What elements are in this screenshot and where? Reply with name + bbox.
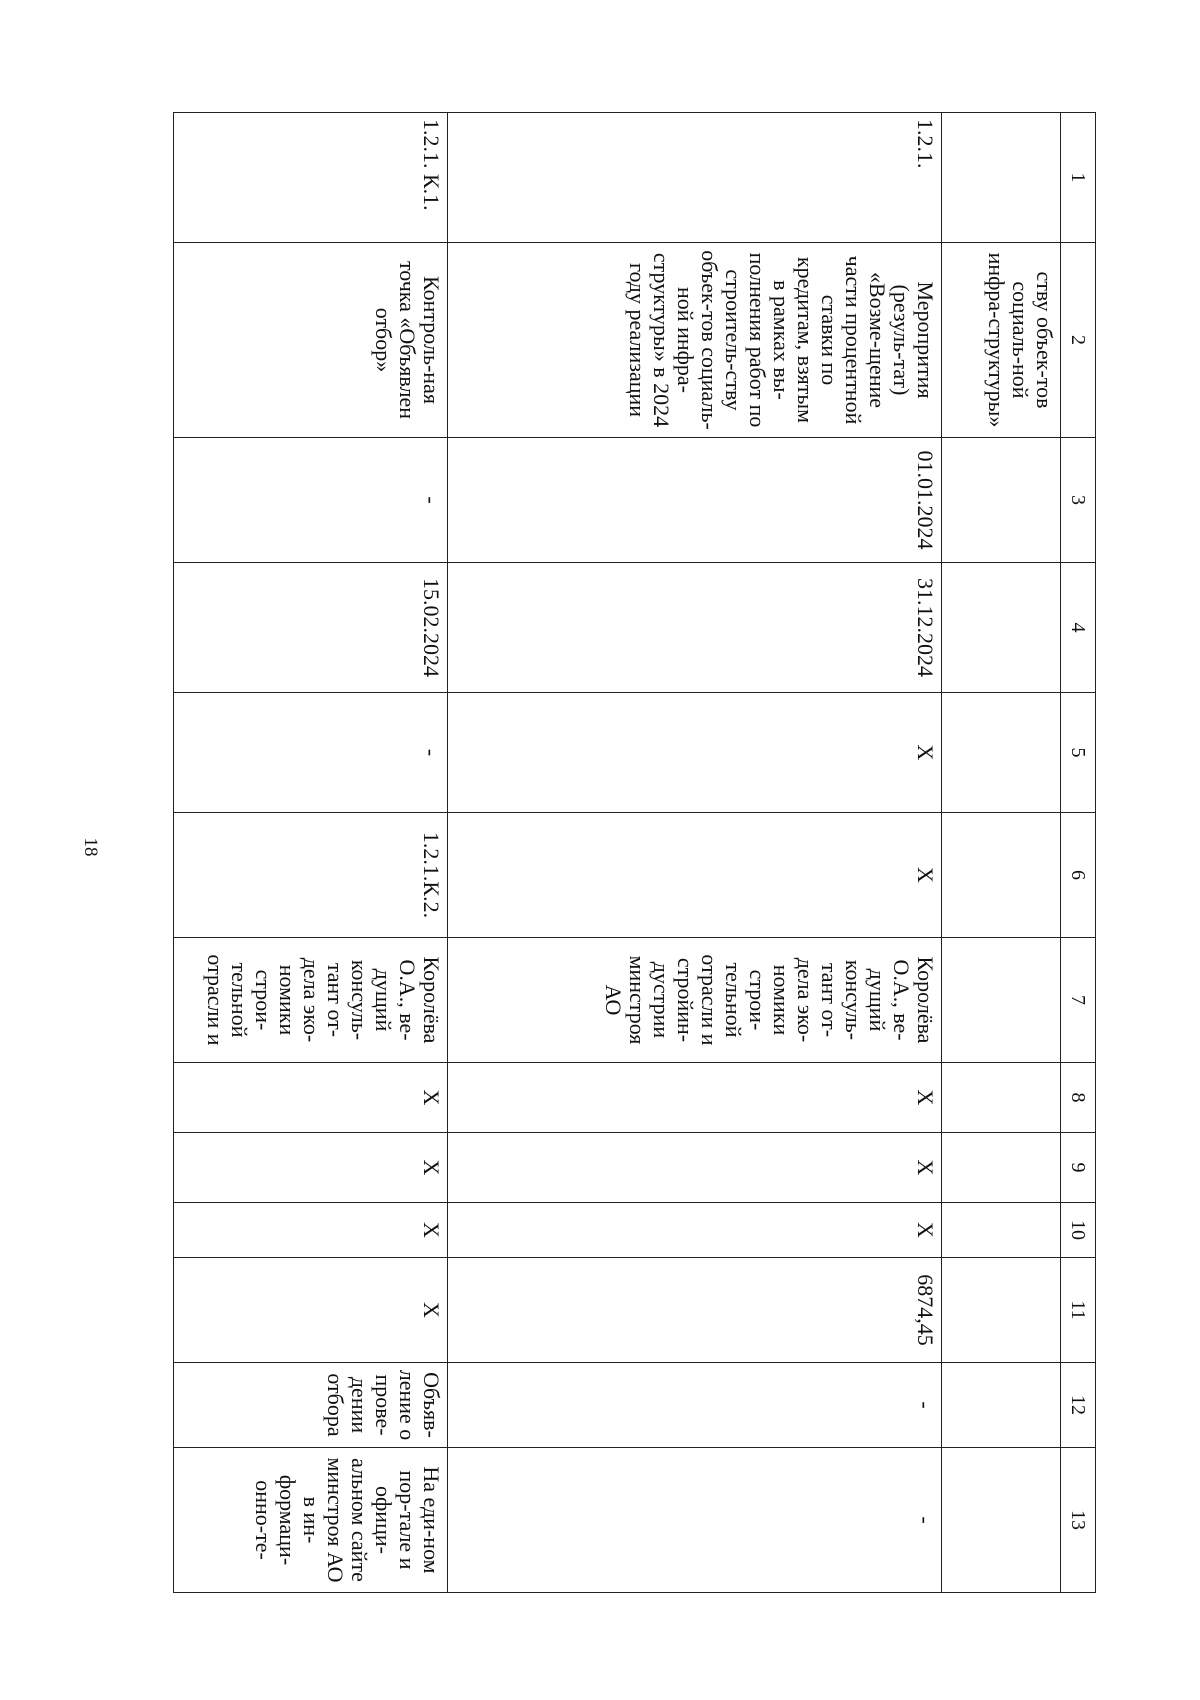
header-cell: 7	[1061, 938, 1096, 1063]
header-cell: 1	[1061, 113, 1096, 243]
table-cell	[942, 1203, 1061, 1258]
header-cell: 4	[1061, 563, 1096, 693]
rotated-table-container	[166, 112, 1096, 1592]
table-cell: Королёва О.А., ве-дущий консуль-тант от-дела эко-номики строи-тельной отрасли и	[174, 938, 448, 1063]
header-row	[1061, 113, 1096, 1593]
header-cell: 12	[1061, 1363, 1096, 1448]
table-cell: -	[448, 1448, 942, 1593]
table-row-1-2-1	[448, 113, 942, 1593]
table-cell	[942, 1063, 1061, 1133]
table-cell: ству объек-тов социаль-ной инфра-структуры»	[942, 243, 1061, 438]
table-row-continuation	[942, 113, 1061, 1593]
table-cell: -	[174, 693, 448, 813]
table-cell: X	[448, 1063, 942, 1133]
header-cell: 11	[1061, 1258, 1096, 1363]
table-cell	[942, 1133, 1061, 1203]
table-cell: 6874,45	[448, 1258, 942, 1363]
table-cell: X	[174, 1203, 448, 1258]
table-cell: 1.2.1.К.2.	[174, 813, 448, 938]
table-cell: 31.12.2024	[448, 563, 942, 693]
table-cell	[942, 113, 1061, 243]
table-cell	[942, 813, 1061, 938]
header-cell: 5	[1061, 693, 1096, 813]
header-cell: 3	[1061, 438, 1096, 563]
table-cell: X	[174, 1133, 448, 1203]
table-cell: 15.02.2024	[174, 563, 448, 693]
table-cell: -	[448, 1363, 942, 1448]
header-cell: 10	[1061, 1203, 1096, 1258]
table-cell: X	[448, 1203, 942, 1258]
table-cell	[942, 438, 1061, 563]
table-cell: Объяв-ление о прове-дении отбора	[174, 1363, 448, 1448]
table-cell: X	[448, 693, 942, 813]
table-cell: Контроль-ная точка «Объявлен отбор»	[174, 243, 448, 438]
table-cell: 1.2.1.	[448, 113, 942, 243]
header-cell: 9	[1061, 1133, 1096, 1203]
table-cell	[942, 693, 1061, 813]
table-cell: 01.01.2024	[448, 438, 942, 563]
table-cell: X	[174, 1063, 448, 1133]
header-cell: 2	[1061, 243, 1096, 438]
header-cell: 8	[1061, 1063, 1096, 1133]
table-cell	[942, 563, 1061, 693]
table-cell: -	[174, 438, 448, 563]
table-cell: X	[448, 813, 942, 938]
table-cell: 1.2.1. К.1.	[174, 113, 448, 243]
header-cell: 13	[1061, 1448, 1096, 1593]
table-cell	[942, 1448, 1061, 1593]
table-cell	[942, 1363, 1061, 1448]
table-cell: Королёва О.А., ве-дущий консуль-тант от-дела эко-номики строи-тельной отрасли и стройин-дустрии минстроя АО	[448, 938, 942, 1063]
table-row-1-2-1-k1	[174, 113, 448, 1593]
table-cell: Меропрития (резуль-тат) «Возме-щение части процентной ставки по кредитам, взятым в рамках вы-полнения работ по строитель-ству объек-тов социаль-ной инфра-структуры» в 2024 году реализации	[448, 243, 942, 438]
table-cell: X	[448, 1133, 942, 1203]
table-cell	[942, 1258, 1061, 1363]
header-cell: 6	[1061, 813, 1096, 938]
data-table	[173, 112, 1096, 1593]
table-cell: X	[174, 1258, 448, 1363]
table-cell: На еди-ном пор-тале и офици-альном сайте минстроя АО в ин-формаци-онно-те-	[174, 1448, 448, 1593]
page-number: 18	[80, 837, 101, 857]
table-cell	[942, 938, 1061, 1063]
